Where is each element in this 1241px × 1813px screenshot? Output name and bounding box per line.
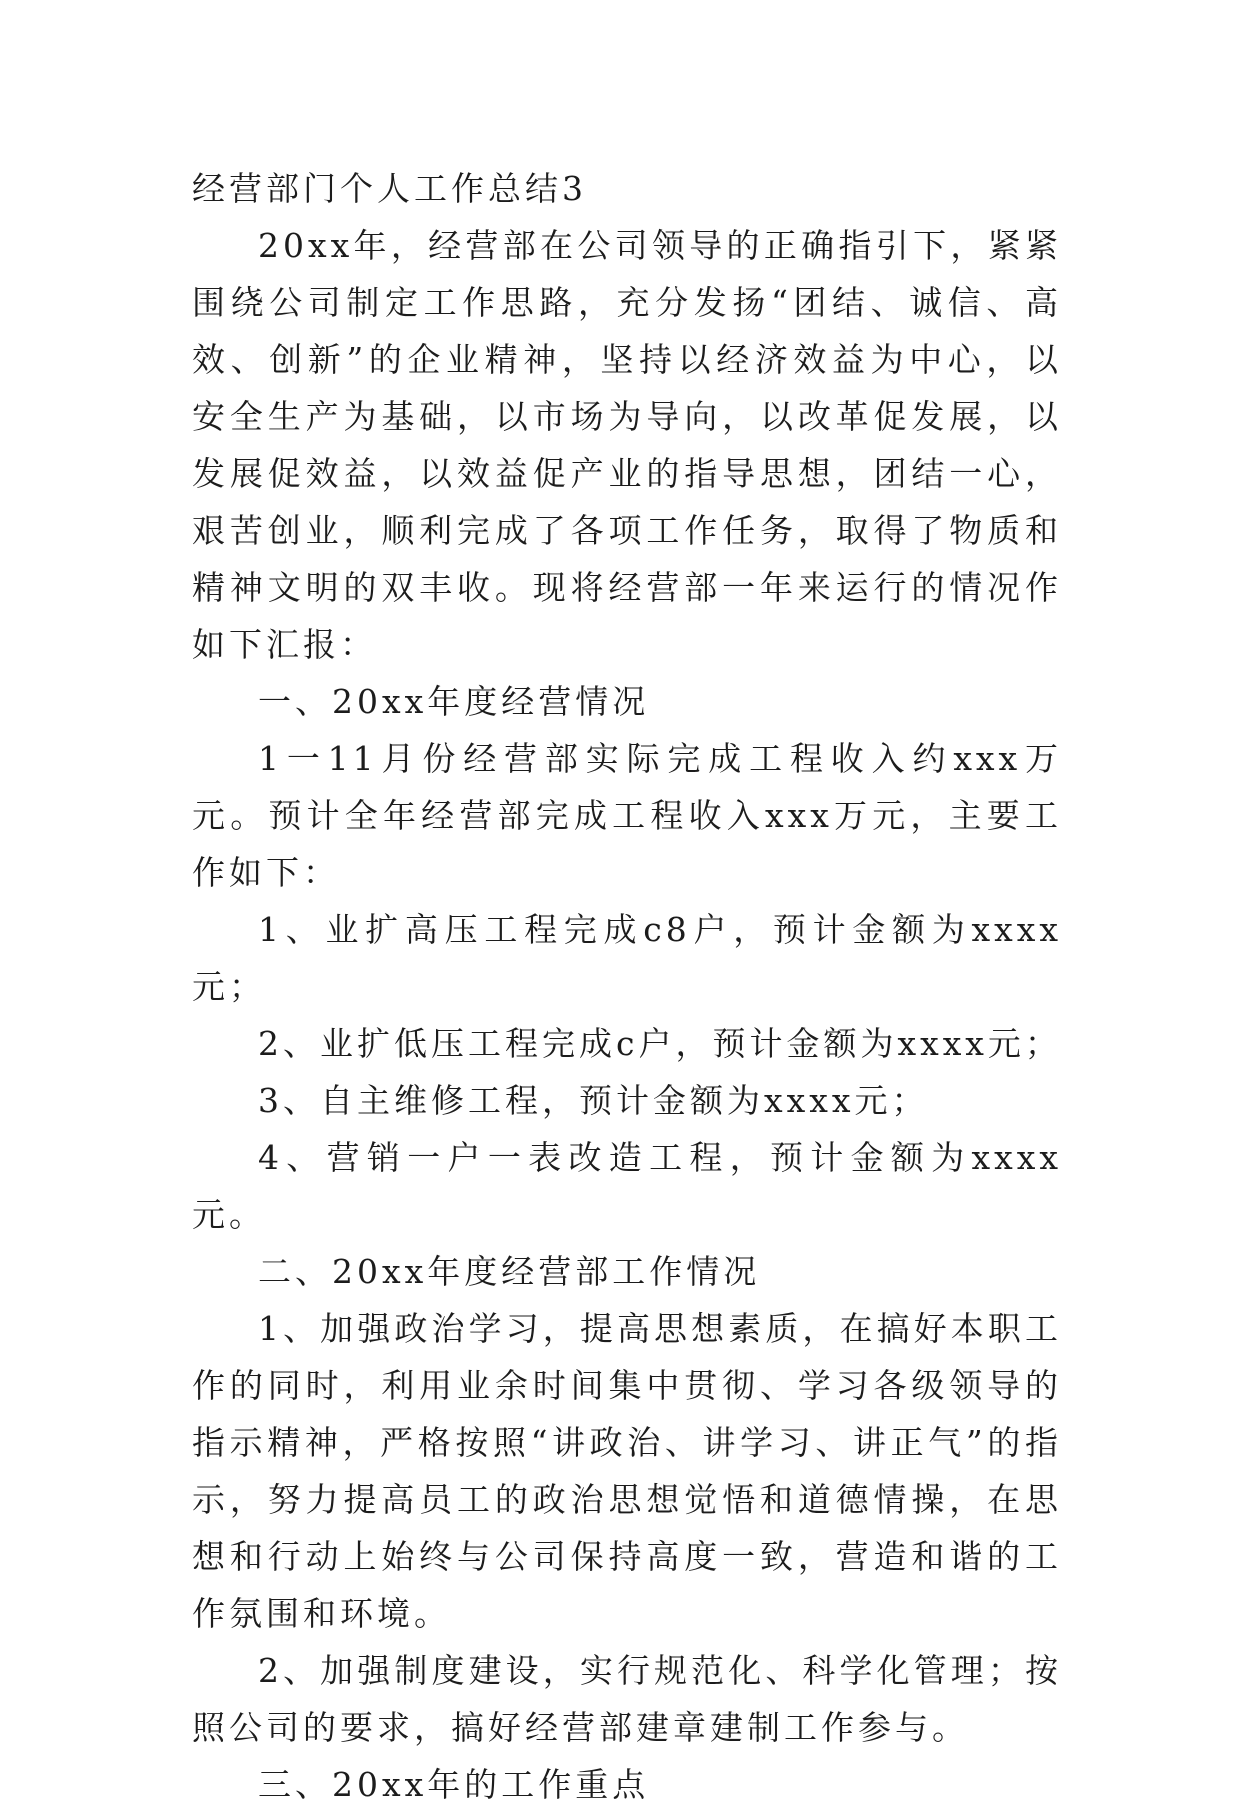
heading-section-1: 一、20xx年度经营情况: [258, 682, 650, 721]
document-body: [192, 160, 1062, 1813]
list-item-1: 1、业扩高压工程完成c8户，预计金额为xxxx元；: [192, 910, 1062, 1006]
paragraph-revenue: 1一11月份经营部实际完成工程收入约xxx万元。预计全年经营部完成工程收入xxx万元，主要工作如下：: [192, 739, 1062, 892]
heading-section-3: 三、20xx年的工作重点: [258, 1765, 650, 1804]
paragraph-system-building: 2、加强制度建设，实行规范化、科学化管理；按照公司的要求，搞好经营部建章建制工作参与。: [192, 1651, 1062, 1747]
document-title: 经营部门个人工作总结3: [192, 169, 587, 208]
paragraph-intro: 20xx年，经营部在公司领导的正确指引下，紧紧围绕公司制定工作思路，充分发扬“团结、诚信、高效、创新”的企业精神，坚持以经济效益为中心，以安全生产为基础，以市场为导向，以改革促发展，以发展促效益，以效益促产业的指导思想，团结一心，艰苦创业，顺利完成了各项工作任务，取得了物质和精神文明的双丰收。现将经营部一年来运行的情况作如下汇报：: [192, 226, 1062, 664]
paragraph-political-study: 1、加强政治学习，提高思想素质，在搞好本职工作的同时，利用业余时间集中贯彻、学习各级领导的指示精神，严格按照“讲政治、讲学习、讲正气”的指示，努力提高员工的政治思想觉悟和道德情操，在思想和行动上始终与公司保持高度一致，营造和谐的工作氛围和环境。: [192, 1309, 1062, 1633]
list-item-2: 2、业扩低压工程完成c户，预计金额为xxxx元；: [258, 1024, 1062, 1063]
list-item-4: 4、营销一户一表改造工程，预计金额为xxxx元。: [192, 1138, 1062, 1234]
list-item-3: 3、自主维修工程，预计金额为xxxx元；: [258, 1081, 929, 1120]
heading-section-2: 二、20xx年度经营部工作情况: [258, 1252, 761, 1291]
